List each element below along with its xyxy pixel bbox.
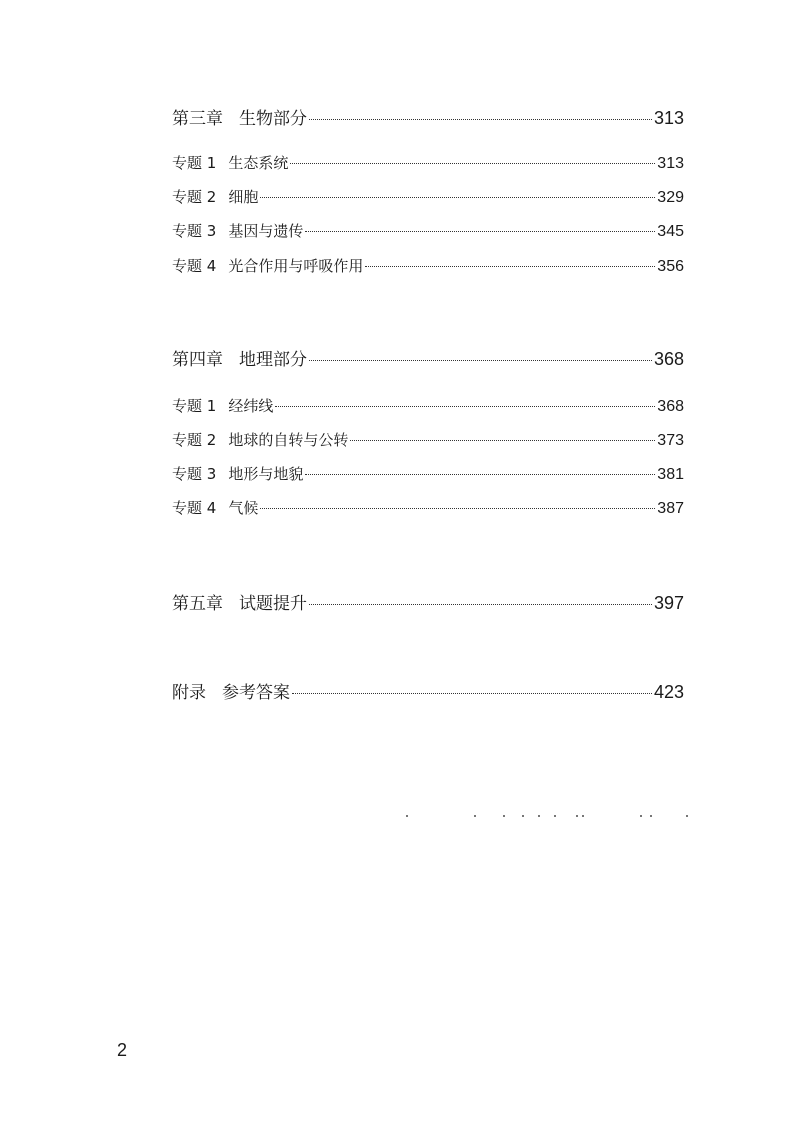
- chapter-page-number: 313: [653, 108, 684, 128]
- toc-chapter-4[interactable]: [172, 345, 684, 369]
- topic-title: 地球的自转与公转: [228, 431, 349, 449]
- topic-number: 专题 3: [172, 222, 217, 240]
- topic-title: 基因与遗传: [228, 222, 304, 240]
- dot-leader: [260, 508, 655, 509]
- dot-leader: [309, 604, 652, 605]
- dot-leader: [305, 474, 655, 475]
- appendix-page-number: 423: [653, 682, 684, 702]
- toc-topic-3-3[interactable]: [172, 220, 684, 242]
- scan-artifacts: [400, 815, 700, 821]
- dot-leader: [292, 693, 652, 694]
- topic-number: 专题 4: [172, 499, 217, 517]
- dot-leader: [290, 163, 655, 164]
- topic-page-number: 373: [657, 432, 684, 449]
- toc-appendix[interactable]: [172, 678, 684, 702]
- dot-leader: [365, 266, 655, 267]
- toc-topic-4-1[interactable]: [172, 395, 684, 417]
- topic-number: 专题 2: [172, 188, 217, 206]
- chapter-page-number: 368: [653, 349, 684, 369]
- dot-leader: [275, 406, 655, 407]
- chapter-number: 第四章: [172, 350, 223, 370]
- dot-leader: [260, 197, 655, 198]
- toc-topic-4-3[interactable]: [172, 463, 684, 485]
- toc-topic-3-4[interactable]: [172, 255, 684, 277]
- chapter-title: 试题提升: [239, 594, 307, 614]
- topic-number: 专题 1: [172, 397, 217, 415]
- dot-leader: [309, 360, 652, 361]
- chapter-title: 地理部分: [239, 350, 307, 370]
- toc-topic-4-2[interactable]: [172, 429, 684, 451]
- topic-number: 专题 1: [172, 154, 217, 172]
- topic-title: 光合作用与呼吸作用: [228, 257, 364, 275]
- toc-topic-3-2[interactable]: [172, 186, 684, 208]
- topic-number: 专题 3: [172, 465, 217, 483]
- chapter-number: 第五章: [172, 594, 223, 614]
- toc-topic-3-1[interactable]: [172, 152, 684, 174]
- dot-leader: [350, 440, 655, 441]
- topic-number: 专题 2: [172, 431, 217, 449]
- chapter-title: 生物部分: [239, 109, 307, 129]
- toc-chapter-5[interactable]: [172, 589, 684, 613]
- dot-leader: [305, 231, 655, 232]
- topic-title: 生态系统: [228, 154, 289, 172]
- chapter-page-number: 397: [653, 593, 684, 613]
- topic-title: 气候: [228, 499, 259, 517]
- dot-leader: [309, 119, 652, 120]
- appendix-title: 参考答案: [222, 683, 290, 703]
- chapter-number: 第三章: [172, 109, 223, 129]
- topic-page-number: 329: [657, 189, 684, 206]
- topic-page-number: 313: [657, 155, 684, 172]
- topic-page-number: 356: [657, 258, 684, 275]
- toc-chapter-3[interactable]: [172, 104, 684, 128]
- toc-topic-4-4[interactable]: [172, 497, 684, 519]
- topic-title: 经纬线: [228, 397, 274, 415]
- page-number: 2: [117, 1040, 128, 1060]
- topic-title: 细胞: [228, 188, 259, 206]
- topic-title: 地形与地貌: [228, 465, 304, 483]
- topic-page-number: 368: [657, 398, 684, 415]
- appendix-label: 附录: [172, 683, 206, 703]
- topic-page-number: 381: [657, 466, 684, 483]
- topic-number: 专题 4: [172, 257, 217, 275]
- topic-page-number: 387: [657, 500, 684, 517]
- topic-page-number: 345: [657, 223, 684, 240]
